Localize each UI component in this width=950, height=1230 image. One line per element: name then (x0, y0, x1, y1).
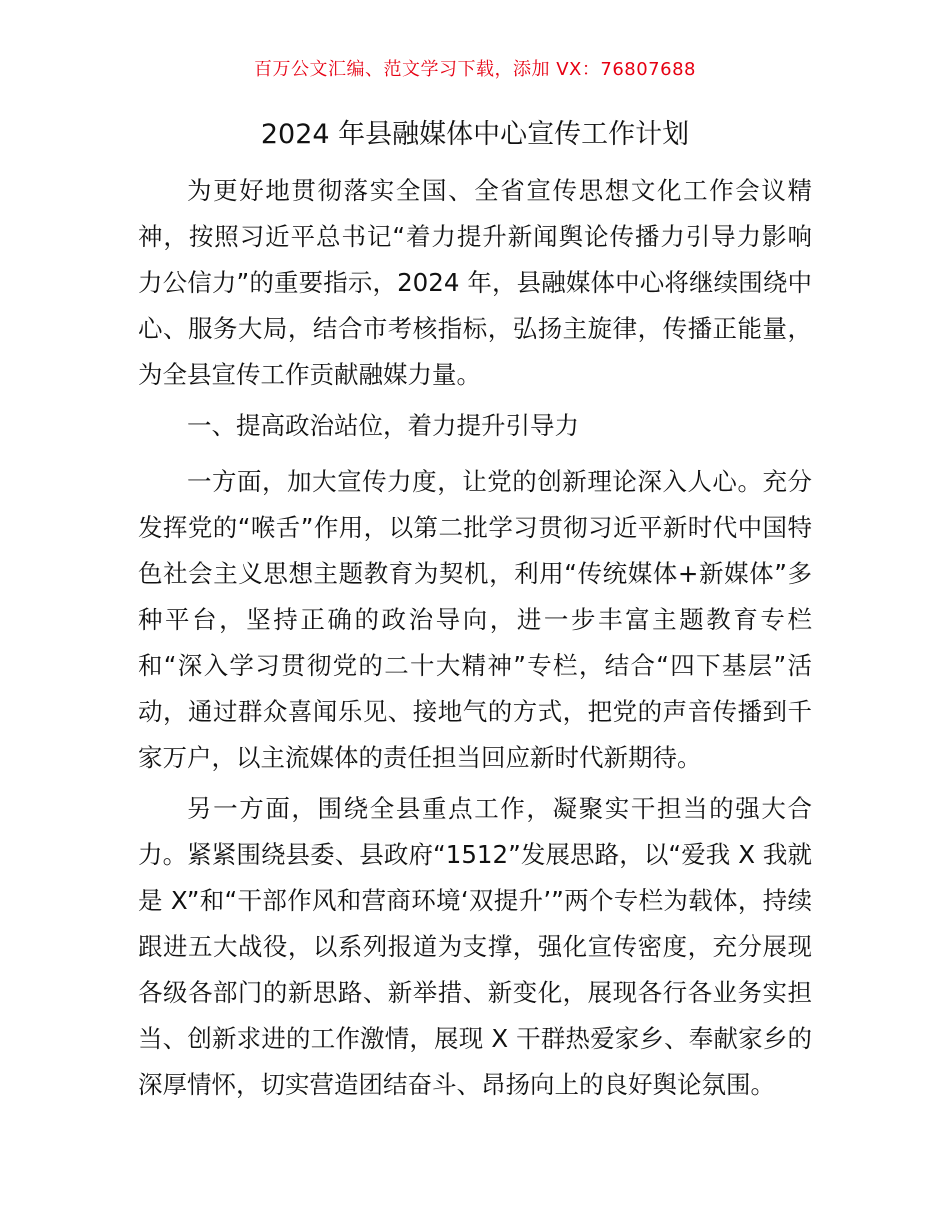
body-paragraph: 一方面，加大宣传力度，让党的创新理论深入人心。充分发挥党的“喉舌”作用，以第二批学习贯彻习近平新时代中国特色社会主义思想主题教育为契机，利用“传统媒体+新媒体”多种平台，坚持正确的政治导向，进一步丰富主题教育专栏和“深入学习贯彻党的二十大精神”专栏，结合“四下基层”活动，通过群众喜闻乐见、接地气的方式，把党的声音传播到千家万户，以主流媒体的责任担当回应新时代新期待。 (138, 467, 812, 772)
section-heading-1: 一、提高政治站位，着力提升引导力 (187, 411, 579, 440)
document-title: 2024 年县融媒体中心宣传工作计划 (260, 119, 690, 150)
intro-paragraph: 为更好地贯彻落实全国、全省宣传思想文化工作会议精神，按照习近平总书记“着力提升新闻舆论传播力引导力影响力公信力”的重要指示，2024 年，县融媒体中心将继续围绕中心、服务大局，结合市考核指标，弘扬主旋律，传播正能量，为全县宣传工作贡献融媒力量。 (138, 176, 812, 389)
body-paragraph: 另一方面，围绕全县重点工作，凝聚实干担当的强大合力。紧紧围绕县委、县政府“1512”发展思路，以“爱我 X 我就是 X”和“干部作风和营商环境‘双提升’”两个专栏为载体，持续跟进五大战役，以系列报道为支撑，强化宣传密度，充分展现各级各部门的新思路、新举措、新变化，展现各行各业务实担当、创新求进的工作激情，展现 X 干群热爱家乡、奉献家乡的深厚情怀，切实营造团结奋斗、昂扬向上的良好舆论氛围。 (138, 794, 812, 1099)
header-watermark-note: 百万公文汇编、范文学习下载，添加 VX：76807688 (254, 59, 696, 80)
document-body (138, 168, 812, 1113)
